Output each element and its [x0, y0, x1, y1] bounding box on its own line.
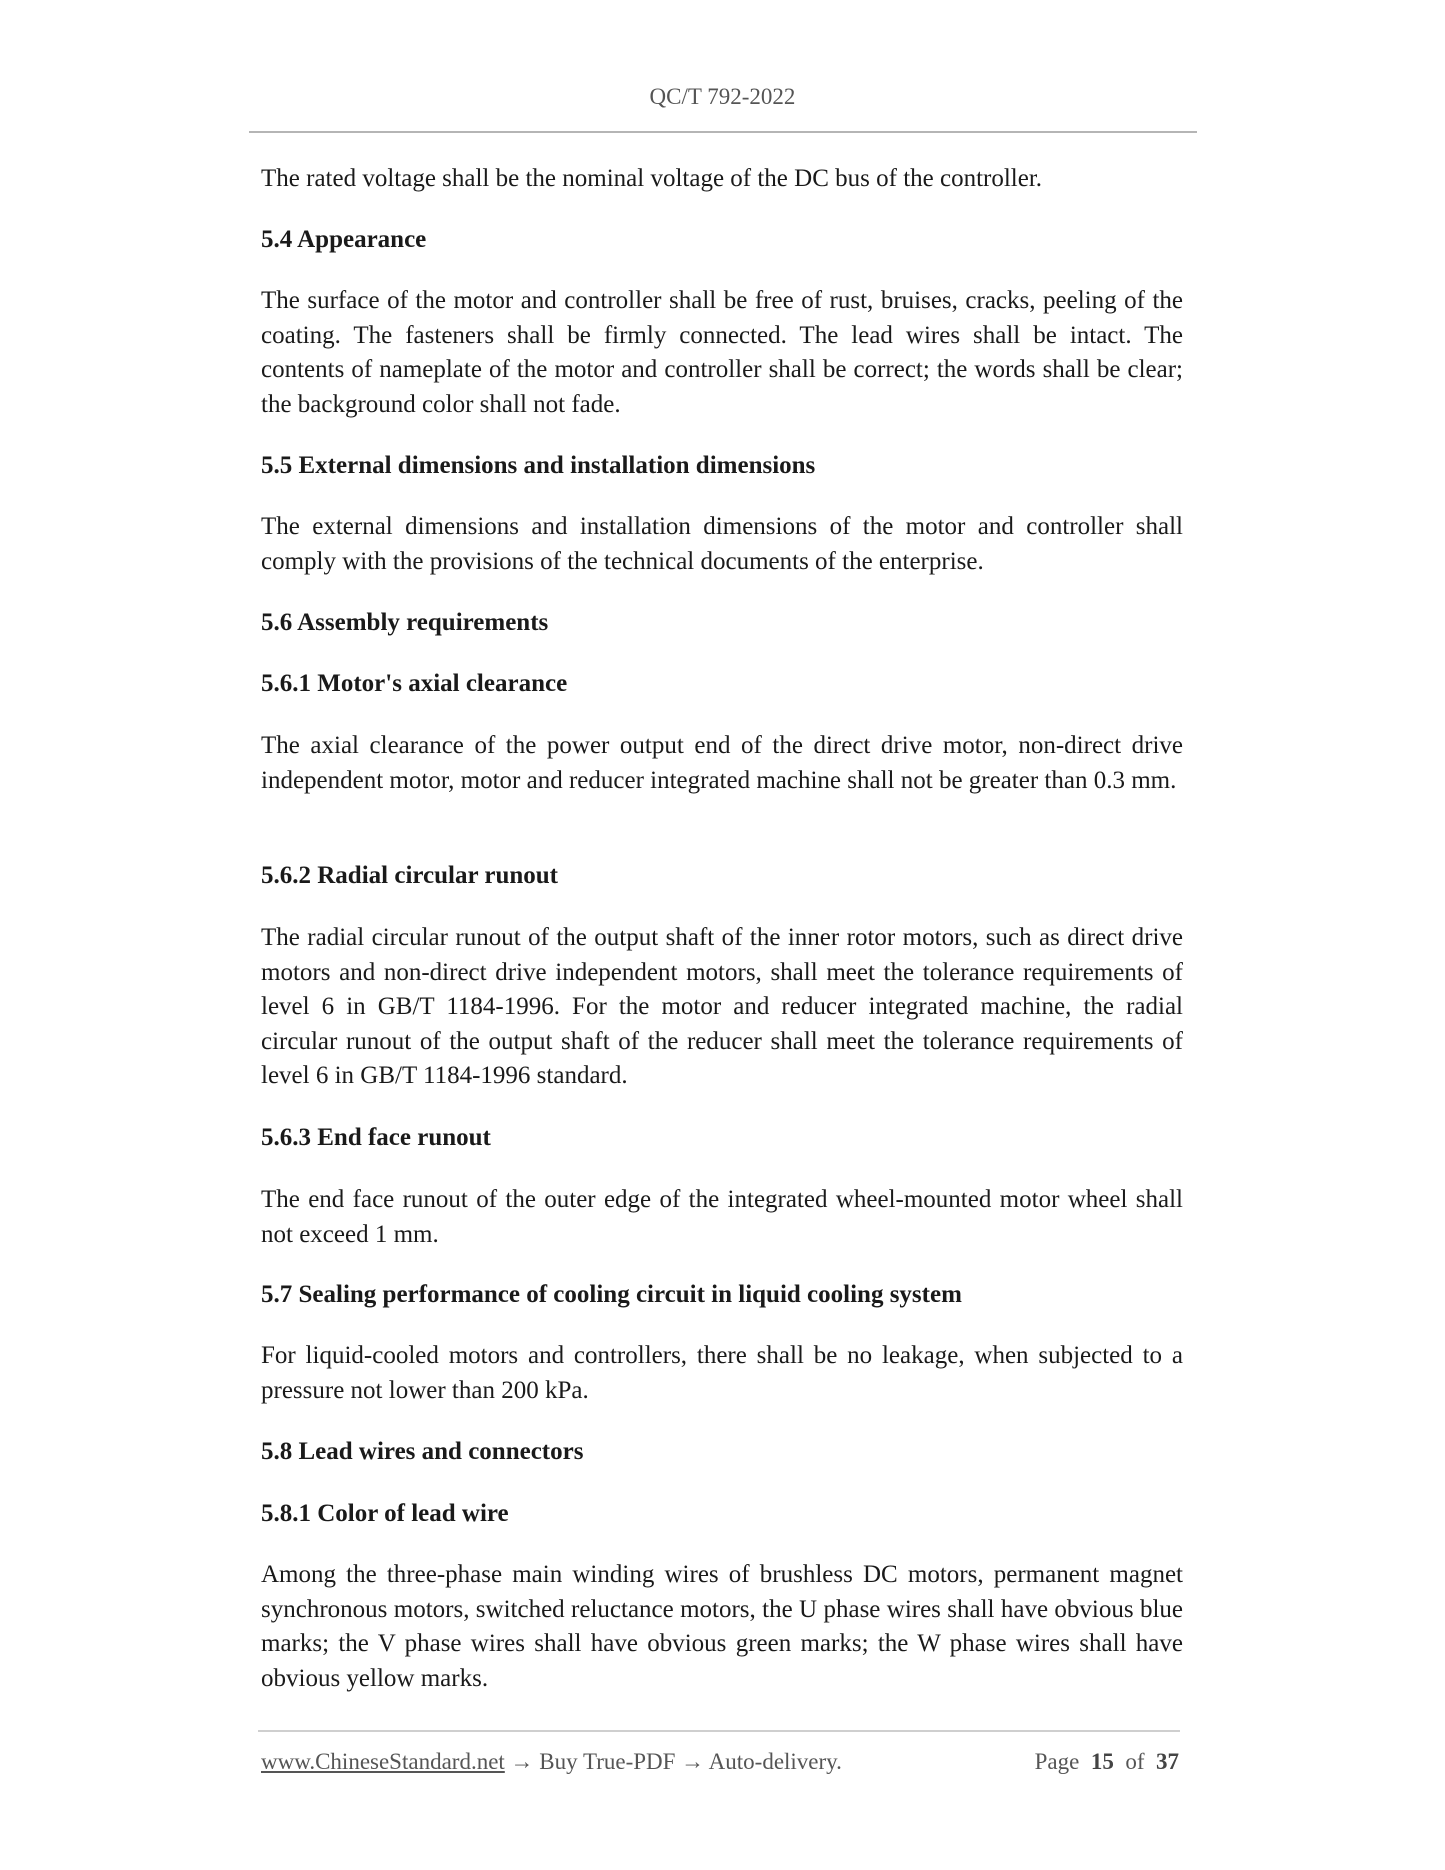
section-heading: 5.8.1 Color of lead wire [261, 1500, 509, 1527]
total-pages: 37 [1156, 1749, 1179, 1774]
footer-promo-text: → Buy True-PDF → Auto-delivery. [504, 1749, 842, 1774]
paragraph: For liquid-cooled motors and controllers, there shall be no leakage, when subjected to a pressure not lower than 200 kPa. [261, 1342, 1183, 1404]
section-heading: 5.8 Lead wires and connectors [261, 1438, 584, 1465]
paragraph: The rated voltage shall be the nominal voltage of the DC bus of the controller. [261, 165, 1043, 192]
header-divider [249, 131, 1197, 133]
section-heading: 5.4 Appearance [261, 226, 427, 253]
current-page: 15 [1090, 1749, 1114, 1774]
section-heading: 5.6.2 Radial circular runout [261, 862, 559, 889]
section-heading: 5.7 Sealing performance of cooling circuit in liquid cooling system [261, 1281, 962, 1308]
footer-divider [258, 1730, 1180, 1732]
website-link[interactable]: www.ChineseStandard.net [261, 1749, 505, 1774]
of-label: of [1125, 1749, 1145, 1774]
paragraph: The external dimensions and installation dimensions of the motor and controller shall comply with the provisions of the technical documents of the enterprise. [261, 513, 1183, 575]
document-header-title: QC/T 792-2022 [649, 84, 796, 109]
section-heading: 5.5 External dimensions and installation dimensions [261, 452, 816, 479]
section-heading: 5.6 Assembly requirements [261, 609, 549, 636]
footer-promo [261, 1749, 842, 1775]
section-heading: 5.6.1 Motor's axial clearance [261, 670, 568, 697]
paragraph: Among the three-phase main winding wires of brushless DC motors, permanent magnet synchronous motors, switched reluctance motors, the U phase wires shall have obvious blue marks; the V phase wires shall have obvious green marks; the W phase wires shall have obvious yellow marks. [261, 1561, 1183, 1692]
paragraph: The end face runout of the outer edge of the integrated wheel-mounted motor wheel shall not exceed 1 mm. [261, 1186, 1183, 1248]
page-number [1035, 1749, 1179, 1775]
page-label: Page [1034, 1749, 1080, 1774]
paragraph: The surface of the motor and controller shall be free of rust, bruises, cracks, peeling of the coating. The fasteners shall be firmly connected. The lead wires shall be intact. The contents of nameplate of the motor and controller shall be correct; the words shall be clear; the background color shall not fade. [261, 287, 1183, 418]
page-footer [261, 1749, 1179, 1775]
paragraph: The axial clearance of the power output end of the direct drive motor, non-direct drive independent motor, motor and reducer integrated machine shall not be greater than 0.3 mm. [261, 732, 1183, 794]
section-heading: 5.6.3 End face runout [261, 1124, 491, 1151]
paragraph: The radial circular runout of the output shaft of the inner rotor motors, such as direct drive motors and non-direct drive independent motors, shall meet the tolerance requirements of level 6 in GB/T 1184-1996. For the motor and reducer integrated machine, the radial circular runout of the output shaft of the reducer shall meet the tolerance requirements of level 6 in GB/T 1184-1996 standard. [261, 924, 1183, 1090]
